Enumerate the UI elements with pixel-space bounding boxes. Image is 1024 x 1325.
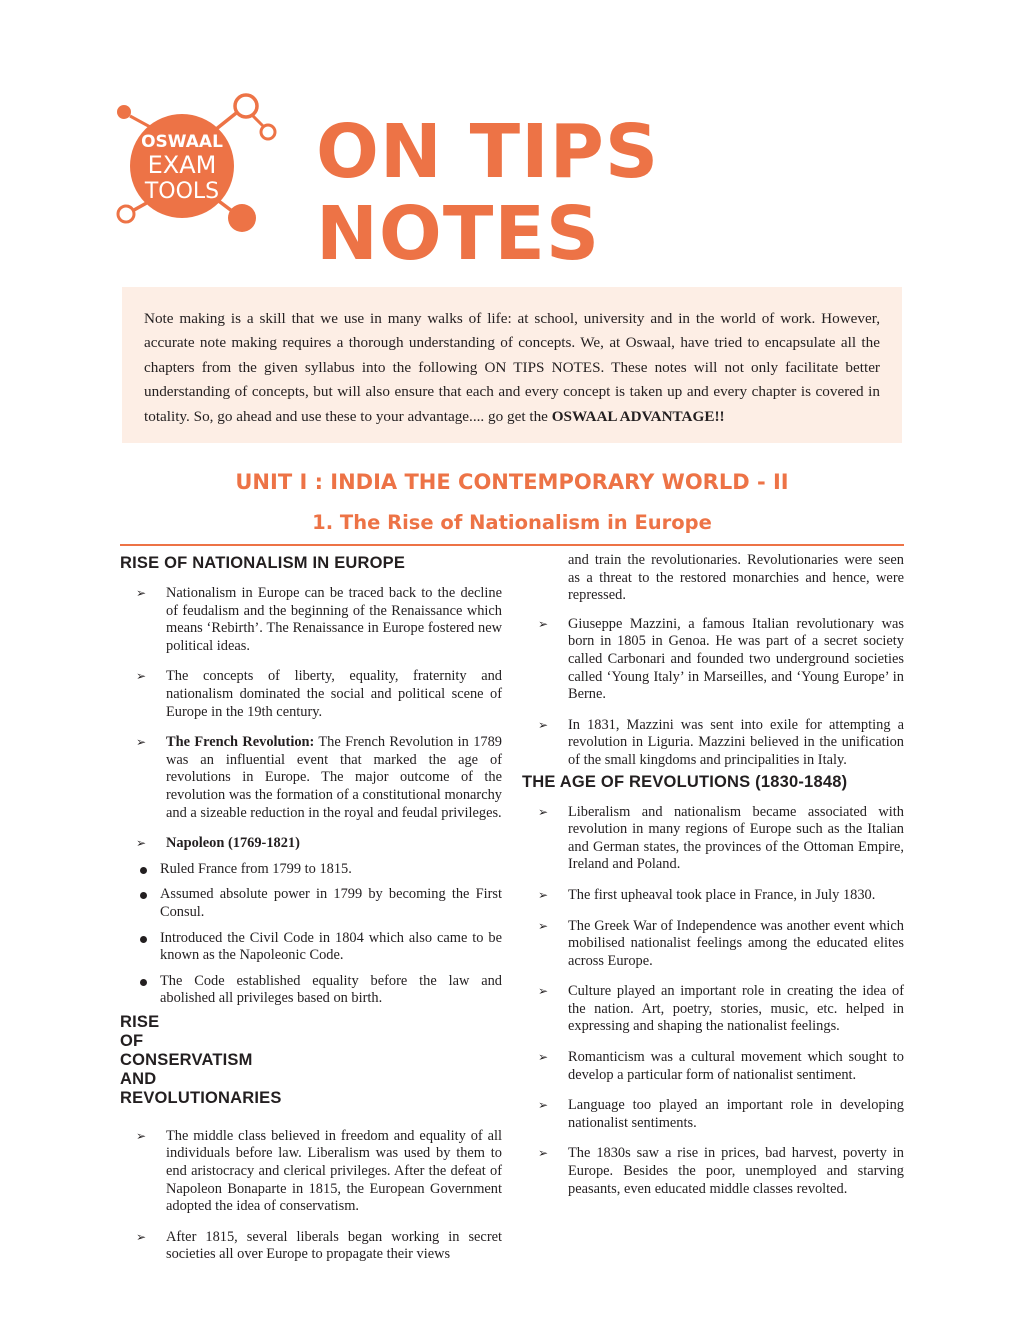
arrowhead-bullet-icon: ➢ — [538, 717, 549, 732]
list-item: ➢ In 1831, Mazzini was sent into exile for attempting a revolution in Liguria. Mazzini believed in the unification of the small kingdoms and principalities in Italy. — [538, 716, 904, 768]
arrowhead-bullet-icon: ➢ — [538, 804, 549, 819]
arrowhead-bullet-icon: ➢ — [538, 887, 549, 902]
filled-dot-bullet-icon — [140, 936, 147, 943]
oswaal-exam-tools-logo — [112, 88, 287, 233]
sub-list-item: Introduced the Civil Code in 1804 which also came to be known as the Napoleonic Code. — [140, 930, 502, 965]
arrowhead-bullet-icon: ➢ — [538, 918, 549, 933]
french-revolution-text: The French Revolution in 1789 was an influential event that marked the age of revolutions in Europe. The major outcome of the revolution was the formation of a constitutional monarchy and a sizeable reduction in the royal and feudal privileges. — [166, 734, 502, 821]
logo-text-oswaal: OSWAAL — [141, 132, 223, 152]
section-heading-age-of-revolutions: THE AGE OF REVOLUTIONS (1830-1848) — [522, 772, 848, 791]
intro-text: Note making is a skill that we use in many walks of life: at school, university and in the world of work. However, accurate note making requires a thorough understanding of concepts. We, at Oswaal, have tried to encapsulate all the chapters from the given syllabus into the following ON TIPS NOTES. These notes will not only facilitate better understanding of concepts, but will also ensure that each and every concept is taken up and every chapter is covered in totality. So, go ahead and use these to your advantage.... go get the — [144, 310, 880, 425]
arrowhead-bullet-icon: ➢ — [136, 586, 147, 600]
filled-dot-bullet-icon — [140, 867, 147, 874]
list-item: ➢ The middle class believed in freedom and equality of all individuals before law. Liberalism was used by them to end aristocracy and clerical privileges. After the defeat of Napoleon Bonaparte in 1815, the European Government adopted the idea of conservatism. — [136, 1127, 502, 1215]
arrowhead-bullet-icon: ➢ — [136, 1128, 147, 1143]
sub-list-item: The Code established equality before the law and abolished all privileges based on birth. — [140, 973, 502, 1008]
list-item: ➢ Giuseppe Mazzini, a famous Italian revolutionary was born in 1805 in Genoa. He was part of a secret society called Carbonari and founded two underground societies called ‘Young Italy’ in Marseilles, and ‘Young Europe’ in Berne. — [538, 615, 904, 703]
rise-nationalism-list — [120, 585, 502, 1008]
list-item: ➢ Romanticism was a cultural movement which sought to develop a particular form of nationalist sentiment. — [538, 1049, 904, 1083]
arrowhead-bullet-icon: ➢ — [538, 1098, 549, 1113]
title-divider — [120, 544, 904, 546]
conservatism-list — [120, 1128, 502, 1264]
arrowhead-bullet-icon: ➢ — [538, 984, 549, 999]
napoleon-label: Napoleon (1769-1821) — [166, 835, 300, 852]
arrowhead-bullet-icon: ➢ — [136, 836, 147, 851]
list-item-french-revolution — [120, 734, 502, 822]
list-item: ➢ The Greek War of Independence was another event which mobilised nationalist feelings among the educated elites across Europe. — [538, 917, 904, 969]
age-of-revolutions-list — [522, 804, 904, 1199]
filled-dot-bullet-icon — [140, 979, 147, 986]
list-item: ➢ Liberalism and nationalism became associated with revolution in many regions of Europe such as the Italian and German states, the provinces of the Ottoman Empire, Ireland and Poland. — [538, 803, 904, 873]
arrowhead-bullet-icon: ➢ — [136, 735, 147, 750]
title-on-tips: ON TIPS — [316, 109, 660, 195]
intro-box — [122, 287, 902, 443]
chapter-title: 1. The Rise of Nationalism in Europe — [312, 511, 712, 534]
section-heading-conservatism: RISE OF CONSERVATISM AND REVOLUTIONARIES — [120, 1012, 282, 1107]
napoleon-sublist — [140, 861, 502, 1008]
arrowhead-bullet-icon: ➢ — [538, 616, 549, 631]
list-item: ➢ Language too played an important role in developing nationalist sentiments. — [538, 1097, 904, 1131]
arrowhead-bullet-icon: ➢ — [538, 1146, 549, 1161]
left-column — [120, 554, 502, 1277]
continued-paragraph: and train the revolutionaries. Revolutionaries were seen as a threat to the restored monarchies and hence, were repressed. — [568, 552, 904, 604]
filled-dot-bullet-icon — [140, 892, 147, 899]
unit-title: UNIT I : INDIA THE CONTEMPORARY WORLD - II — [235, 470, 789, 494]
list-item: ➢ Nationalism in Europe can be traced back to the decline of feudalism and the beginning of the Renaissance which means ‘Rebirth’. The Renaissance in Europe fostered new political ideas. — [136, 585, 502, 654]
title-notes: NOTES — [316, 191, 601, 277]
logo-text-exam: EXAM — [147, 151, 217, 179]
list-item-napoleon — [120, 835, 502, 1008]
section-heading-rise-of-nationalism: RISE OF NATIONALISM IN EUROPE — [120, 554, 406, 572]
list-item: ➢ The first upheaval took place in France, in July 1830. — [538, 886, 876, 903]
french-revolution-label: The French Revolution: — [166, 734, 315, 751]
list-item: ➢ Culture played an important role in creating the idea of the nation. Art, poetry, stories, music, etc. helped in expressing and shaping the nationalist feelings. — [538, 983, 904, 1035]
sub-list-item: Assumed absolute power in 1799 by becoming the First Consul. — [140, 886, 502, 921]
right-column — [522, 552, 904, 1211]
logo-text-tools: TOOLS — [144, 179, 220, 204]
intro-bold-advantage: OSWAAL ADVANTAGE!! — [551, 407, 725, 425]
list-item: ➢ The 1830s saw a rise in prices, bad harvest, poverty in Europe. Besides the poor, unemployed and starving peasants, even educated middle classes revolted. — [538, 1145, 904, 1197]
sub-list-item: Ruled France from 1799 to 1815. — [140, 861, 502, 879]
list-item: ➢ After 1815, several liberals began working in secret societies all over Europe to propagate their views — [136, 1228, 502, 1263]
arrowhead-bullet-icon: ➢ — [538, 1050, 549, 1065]
list-item: ➢ The concepts of liberty, equality, fraternity and nationalism dominated the social and political scene of Europe in the 19th century. — [136, 668, 502, 720]
arrowhead-bullet-icon: ➢ — [136, 669, 147, 684]
mazzini-list — [522, 616, 904, 770]
arrowhead-bullet-icon: ➢ — [136, 1229, 147, 1244]
